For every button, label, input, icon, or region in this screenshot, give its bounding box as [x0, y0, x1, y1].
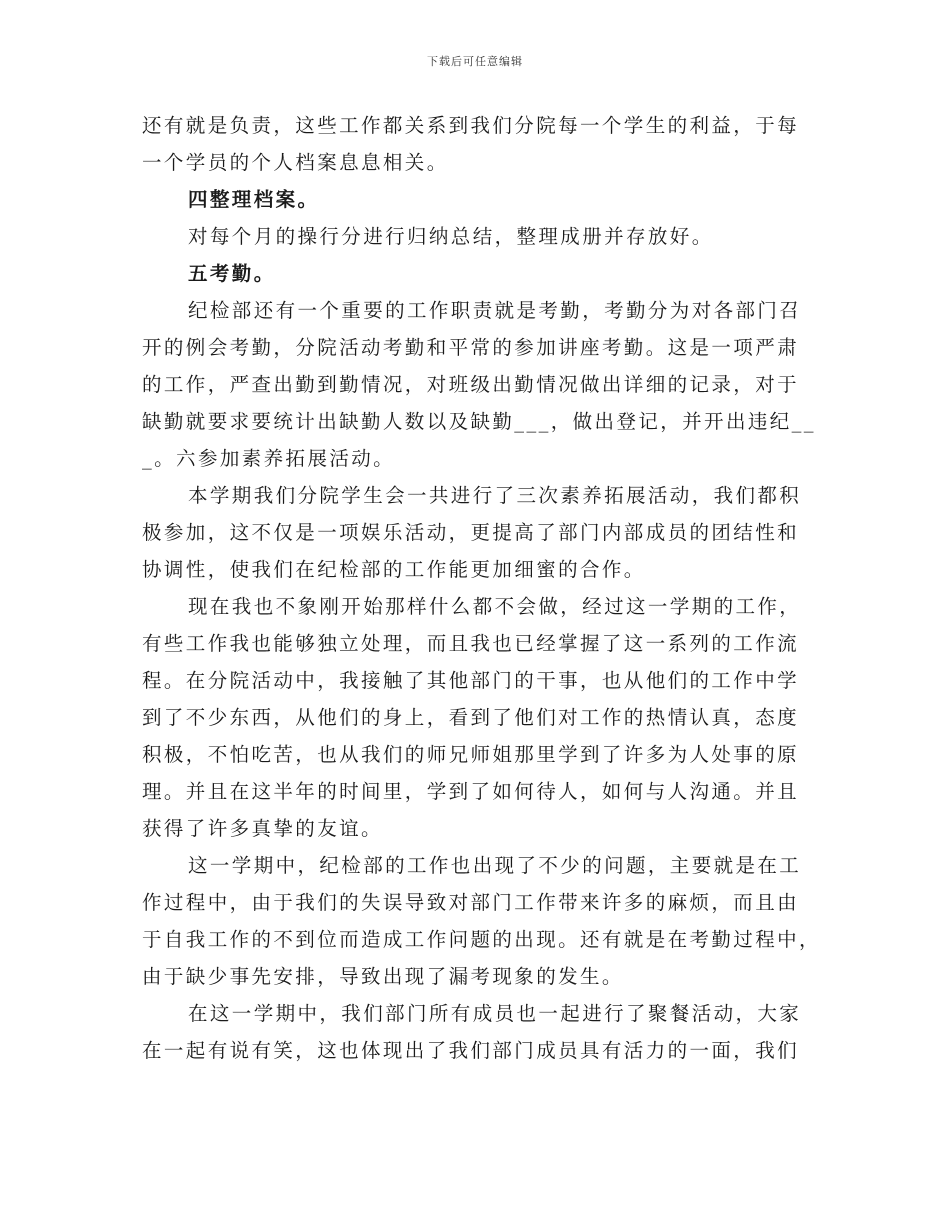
text-line: 的工作，严查出勤到勤情况，对班级出勤情况做出详细的记录，对于 [142, 373, 800, 396]
text-line: 对每个月的操行分进行归纳总结，整理成册并存放好。 [188, 225, 714, 248]
text-line: 于自我工作的不到位而造成工作问题的出现。还有就是在考勤过程中， [142, 928, 821, 951]
text-line: 程。在分院活动中，我接触了其他部门的干事，也从他们的工作中学 [142, 669, 800, 692]
text-line: 纪检部还有一个重要的工作职责就是考勤，考勤分为对各部门召 [188, 299, 802, 322]
text-line: 作过程中，由于我们的失误导致对部门工作带来许多的麻烦，而且由 [142, 891, 800, 914]
text-line: 本学期我们分院学生会一共进行了三次素养拓展活动，我们都积 [188, 484, 802, 507]
text-line: 协调性，使我们在纪检部的工作能更加细蜜的合作。 [142, 558, 646, 581]
text-line: 在这一学期中，我们部门所有成员也一起进行了聚餐活动，大家 [188, 1002, 802, 1025]
text-line: 缺勤就要求要统计出缺勤人数以及缺勤___，做出登记，并开出违纪__ [142, 410, 816, 433]
text-line: 由于缺少事先安排，导致出现了漏考现象的发生。 [142, 965, 624, 988]
text-line: 在一起有说有笑，这也体现出了我们部门成员具有活力的一面，我们 [142, 1039, 800, 1062]
text-line: 还有就是负责，这些工作都关系到我们分院每一个学生的利益，于每 [142, 114, 800, 137]
section-heading: 五考勤。 [188, 262, 276, 285]
text-line: 极参加，这不仅是一项娱乐活动，更提高了部门内部成员的团结性和 [142, 521, 800, 544]
text-line: 获得了许多真挚的友谊。 [142, 817, 383, 840]
text-line: 现在我也不象刚开始那样什么都不会做，经过这一学期的工作， [188, 595, 802, 618]
text-line: 到了不少东西，从他们的身上，看到了他们对工作的热情认真，态度 [142, 706, 800, 729]
document-body [142, 107, 821, 1069]
text-line: 理。并且在这半年的时间里，学到了如何待人，如何与人沟通。并且 [142, 780, 800, 803]
page-header: 下载后可任意编辑 [427, 55, 523, 68]
text-line: 这一学期中，纪检部的工作也出现了不少的问题，主要就是在工 [188, 854, 802, 877]
text-line: 一个学员的个人档案息息相关。 [142, 151, 449, 174]
text-line: 有些工作我也能够独立处理，而且我也已经掌握了这一系列的工作流 [142, 632, 800, 655]
text-line: 开的例会考勤，分院活动考勤和平常的参加讲座考勤。这是一项严肃 [142, 336, 800, 359]
text-line: 积极，不怕吃苦，也从我们的师兄师姐那里学到了许多为人处事的原 [142, 743, 800, 766]
text-line: _。六参加素养拓展活动。 [142, 447, 396, 470]
section-heading: 四整理档案。 [188, 188, 320, 211]
